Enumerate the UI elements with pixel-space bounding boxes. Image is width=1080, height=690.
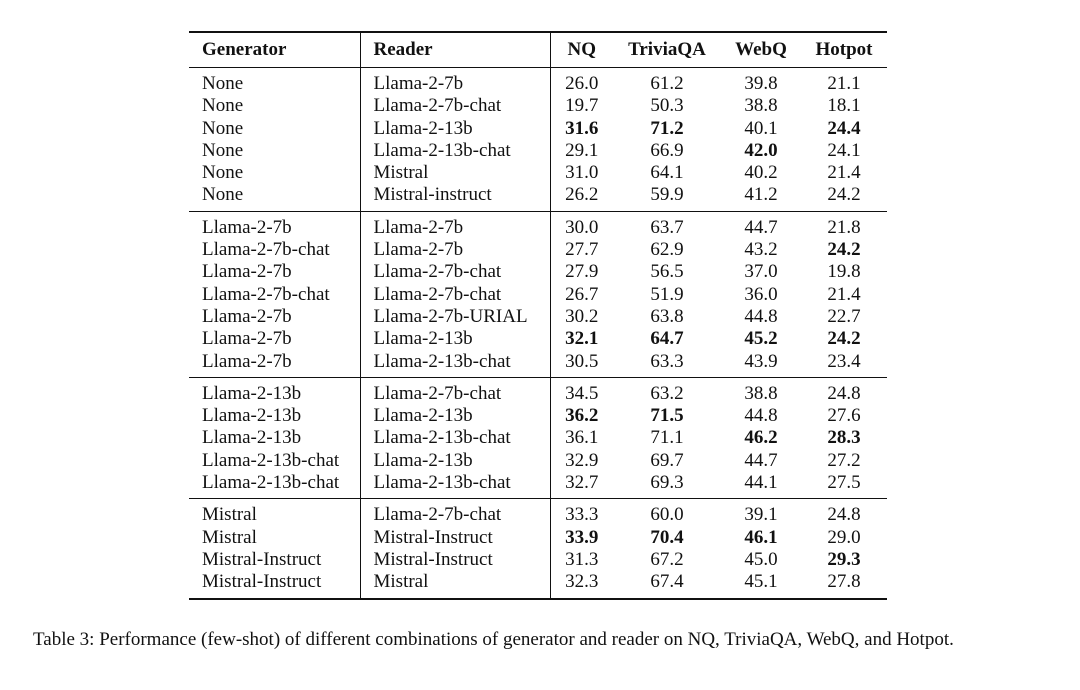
cell-nq: 31.3 <box>550 549 613 571</box>
cell-triviaqa: 61.2 <box>650 73 684 94</box>
cell-triviaqa: 64.7 <box>650 328 684 350</box>
cell-webq: 43.9 <box>721 351 801 378</box>
cell-reader: Llama-2-13b <box>360 328 550 350</box>
cell-hotpot: 23.4 <box>801 351 887 378</box>
cell-hotpot: 29.0 <box>827 526 861 548</box>
cell-reader: Mistral-instruct <box>360 184 550 211</box>
cell-generator: Llama-2-13b <box>202 382 302 404</box>
cell-webq: 39.8 <box>744 73 778 94</box>
cell-nq: 36.1 <box>550 427 613 449</box>
cell-hotpot: 28.3 <box>827 427 861 449</box>
cell-webq: 40.2 <box>744 162 778 184</box>
cell-reader: Llama-2-7b <box>360 68 550 96</box>
cell-hotpot: 24.8 <box>827 382 861 404</box>
cell-webq: 46.1 <box>744 526 778 548</box>
cell-webq: 39.1 <box>744 504 778 526</box>
table-row <box>189 549 887 571</box>
table-row <box>189 499 887 527</box>
cell-generator: Mistral <box>202 526 257 548</box>
table-row <box>189 472 887 499</box>
cell-triviaqa: 59.9 <box>613 184 721 211</box>
cell-nq: 30.0 <box>550 211 613 239</box>
table-header <box>189 32 887 68</box>
cell-generator: Llama-2-7b-chat <box>202 283 330 305</box>
table-row <box>189 351 887 378</box>
cell-nq: 27.7 <box>550 239 613 261</box>
cell-reader: Llama-2-7b <box>360 211 550 239</box>
table-row <box>189 427 887 449</box>
cell-reader: Llama-2-13b-chat <box>360 140 550 162</box>
cell-hotpot: 27.8 <box>801 571 887 598</box>
cell-nq: 33.9 <box>550 527 613 549</box>
cell-webq: 38.8 <box>744 95 778 117</box>
cell-reader: Llama-2-13b-chat <box>360 427 550 449</box>
cell-generator: None <box>202 73 244 94</box>
table-row <box>189 118 887 140</box>
header-nq: NQ <box>550 32 613 68</box>
cell-generator: Llama-2-13b <box>202 427 302 449</box>
cell-webq: 44.8 <box>744 405 778 427</box>
table-row <box>189 571 887 598</box>
cell-nq: 19.7 <box>550 95 613 117</box>
cell-triviaqa: 69.7 <box>650 449 684 471</box>
cell-reader: Llama-2-13b <box>360 405 550 427</box>
cell-hotpot: 21.4 <box>827 283 861 305</box>
header-hotpot: Hotpot <box>801 32 887 68</box>
cell-webq: 44.8 <box>744 305 778 327</box>
cell-webq: 44.7 <box>744 216 778 238</box>
cell-nq: 32.3 <box>550 571 613 598</box>
cell-generator: Mistral <box>202 504 257 526</box>
table-group <box>189 211 887 377</box>
table-row <box>189 239 887 261</box>
cell-hotpot: 29.3 <box>827 548 861 570</box>
cell-triviaqa: 70.4 <box>650 526 684 548</box>
cell-hotpot: 21.4 <box>827 162 861 184</box>
cell-hotpot: 24.2 <box>827 328 861 350</box>
cell-nq: 34.5 <box>550 377 613 405</box>
cell-webq: 42.0 <box>744 139 778 161</box>
cell-triviaqa: 60.0 <box>650 504 684 526</box>
table-row <box>189 68 887 96</box>
cell-triviaqa: 71.2 <box>650 117 684 139</box>
table-row <box>189 184 887 211</box>
cell-hotpot: 19.8 <box>827 261 861 283</box>
cell-hotpot: 24.8 <box>827 504 861 526</box>
cell-generator: Llama-2-13b-chat <box>202 449 340 471</box>
cell-nq: 27.9 <box>550 261 613 283</box>
table-group <box>189 68 887 212</box>
cell-reader: Llama-2-7b-URIAL <box>360 306 550 328</box>
cell-reader: Llama-2-7b <box>360 239 550 261</box>
cell-webq: 45.0 <box>744 548 778 570</box>
cell-reader: Llama-2-7b-chat <box>360 261 550 283</box>
cell-generator: None <box>189 184 360 211</box>
table-row <box>189 261 887 283</box>
cell-generator: Llama-2-7b-chat <box>202 239 330 261</box>
table-row <box>189 450 887 472</box>
cell-triviaqa: 56.5 <box>650 261 684 283</box>
cell-triviaqa: 63.8 <box>650 305 684 327</box>
cell-webq: 43.2 <box>744 239 778 261</box>
cell-webq: 45.2 <box>744 328 778 350</box>
cell-triviaqa: 64.1 <box>650 162 684 184</box>
cell-reader: Llama-2-7b-chat <box>360 377 550 405</box>
cell-nq: 30.5 <box>550 351 613 378</box>
cell-nq: 32.7 <box>550 472 613 499</box>
table-row <box>189 527 887 549</box>
cell-hotpot: 18.1 <box>827 95 861 117</box>
table-row <box>189 284 887 306</box>
cell-hotpot: 21.1 <box>827 73 861 94</box>
cell-hotpot: 27.2 <box>827 449 861 471</box>
cell-generator: Llama-2-7b <box>202 261 292 283</box>
table-row <box>189 405 887 427</box>
cell-nq: 26.7 <box>550 284 613 306</box>
cell-nq: 33.3 <box>550 499 613 527</box>
header-triviaqa: TriviaQA <box>613 32 721 68</box>
results-table <box>189 31 887 600</box>
cell-hotpot: 27.5 <box>801 472 887 499</box>
cell-nq: 36.2 <box>550 405 613 427</box>
cell-webq: 44.1 <box>721 472 801 499</box>
table-row <box>189 377 887 405</box>
cell-triviaqa: 71.1 <box>650 427 684 449</box>
table-row <box>189 328 887 350</box>
cell-triviaqa: 67.4 <box>613 571 721 598</box>
header-webq: WebQ <box>721 32 801 68</box>
cell-reader: Llama-2-13b <box>360 450 550 472</box>
cell-generator: None <box>202 139 244 161</box>
cell-generator: Llama-2-7b <box>202 328 292 350</box>
table-row <box>189 95 887 117</box>
cell-hotpot: 27.6 <box>827 405 861 427</box>
cell-webq: 38.8 <box>744 382 778 404</box>
table-caption: Table 3: Performance (few-shot) of different combinations of generator and reader on NQ, TriviaQA, WebQ, and Hotpot. <box>33 629 954 650</box>
cell-nq: 32.9 <box>550 450 613 472</box>
header-row <box>189 32 887 68</box>
cell-hotpot: 24.4 <box>827 117 861 139</box>
cell-hotpot: 24.2 <box>827 239 861 261</box>
cell-nq: 32.1 <box>550 328 613 350</box>
header-generator: Generator <box>189 32 360 68</box>
cell-reader: Llama-2-7b-chat <box>360 284 550 306</box>
cell-nq: 31.0 <box>550 162 613 184</box>
cell-hotpot: 24.1 <box>827 139 861 161</box>
cell-triviaqa: 66.9 <box>650 139 684 161</box>
cell-reader: Mistral-Instruct <box>360 527 550 549</box>
cell-webq: 44.7 <box>744 449 778 471</box>
table-row <box>189 306 887 328</box>
cell-webq: 41.2 <box>721 184 801 211</box>
cell-hotpot: 21.8 <box>827 216 861 238</box>
cell-triviaqa: 63.2 <box>650 382 684 404</box>
cell-nq: 26.2 <box>550 184 613 211</box>
cell-reader: Mistral <box>360 162 550 184</box>
table-group <box>189 377 887 498</box>
cell-triviaqa: 71.5 <box>650 405 684 427</box>
cell-hotpot: 22.7 <box>827 305 861 327</box>
cell-generator: None <box>202 117 244 139</box>
cell-generator: Llama-2-7b <box>189 351 360 378</box>
cell-webq: 36.0 <box>744 283 778 305</box>
cell-generator: Llama-2-7b <box>202 305 292 327</box>
cell-webq: 40.1 <box>744 117 778 139</box>
cell-nq: 31.6 <box>550 118 613 140</box>
cell-triviaqa: 50.3 <box>650 95 684 117</box>
cell-reader: Llama-2-7b-chat <box>360 499 550 527</box>
table-group <box>189 499 887 599</box>
table-row <box>189 140 887 162</box>
cell-generator: Llama-2-13b-chat <box>189 472 360 499</box>
cell-reader: Llama-2-13b-chat <box>360 472 550 499</box>
cell-hotpot: 24.2 <box>801 184 887 211</box>
header-reader: Reader <box>360 32 550 68</box>
cell-reader: Mistral-Instruct <box>360 549 550 571</box>
cell-generator: Llama-2-13b <box>202 405 302 427</box>
cell-triviaqa: 67.2 <box>650 548 684 570</box>
cell-generator: Llama-2-7b <box>202 216 292 238</box>
cell-nq: 26.0 <box>550 68 613 96</box>
cell-reader: Llama-2-13b-chat <box>360 351 550 378</box>
cell-reader: Mistral <box>360 571 550 598</box>
table-row <box>189 162 887 184</box>
cell-reader: Llama-2-7b-chat <box>360 95 550 117</box>
cell-generator: Mistral-Instruct <box>189 571 360 598</box>
cell-generator: None <box>202 95 244 117</box>
cell-nq: 30.2 <box>550 306 613 328</box>
cell-webq: 46.2 <box>744 427 778 449</box>
cell-webq: 45.1 <box>721 571 801 598</box>
cell-triviaqa: 62.9 <box>650 239 684 261</box>
cell-webq: 37.0 <box>744 261 778 283</box>
cell-triviaqa: 69.3 <box>613 472 721 499</box>
cell-triviaqa: 63.3 <box>613 351 721 378</box>
cell-generator: Mistral-Instruct <box>202 548 322 570</box>
cell-triviaqa: 51.9 <box>650 283 684 305</box>
cell-generator: None <box>202 162 244 184</box>
cell-reader: Llama-2-13b <box>360 118 550 140</box>
table-row <box>189 211 887 239</box>
cell-triviaqa: 63.7 <box>650 216 684 238</box>
cell-nq: 29.1 <box>550 140 613 162</box>
